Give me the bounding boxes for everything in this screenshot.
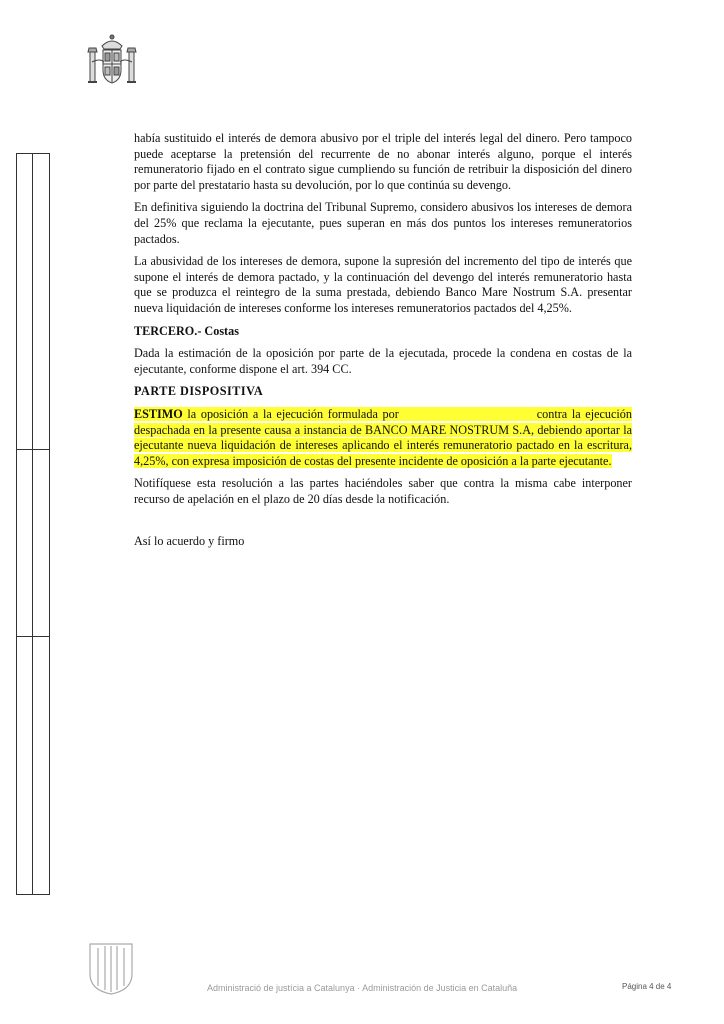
margin-stamp-box	[16, 153, 50, 895]
ruling-text: contra la ejecución despachada en la presente causa a instancia de BANCO MARE NOSTRUM S.A, debiendo aportar la ejecutante nueva liquidación de intereses aplicando el interés remuneratorio pactado en la escritura, 4,25%, con expresa imposición de costas del presente incidente de oposición a la parte ejecutante.	[134, 406, 632, 468]
section-heading: TERCERO.- Costas	[134, 323, 239, 338]
margin-divider	[17, 636, 49, 637]
ruling-text: la oposición a la ejecución formulada por	[182, 406, 399, 421]
closing-line: Así lo acuerdo y firmo	[134, 534, 245, 549]
paragraph: Notifíquese esta resolución a las partes haciéndoles saber que contra la misma cabe interponer recurso de apelación en el plazo de 20 días desde la notificación.	[134, 476, 632, 506]
footer-text: Administració de justícia a Catalunya · Administración de Justicia en Cataluña	[207, 983, 518, 993]
page-number: Página 4 de 4	[622, 982, 672, 991]
margin-divider	[17, 449, 49, 450]
coat-of-arms-logo	[84, 32, 140, 90]
highlighted-ruling	[134, 407, 632, 469]
generalitat-seal-logo	[86, 940, 136, 996]
paragraph: En definitiva siguiendo la doctrina del Tribunal Supremo, considero abusivos los intereses de demora del 25% que reclama la ejecutante, pues superan en más dos puntos los intereses remuneratorios pactados.	[134, 200, 632, 246]
document-body	[134, 131, 632, 557]
margin-divider	[32, 154, 33, 894]
paragraph: Dada la estimación de la oposición por parte de la ejecutada, procede la condena en costas de la ejecutante, conforme dispone el art. 394 CC.	[134, 346, 632, 376]
paragraph: había sustituido el interés de demora abusivo por el triple del interés legal del dinero. Pero tampoco puede aceptarse la pretensión del recurrente de no abonar interés alguno, porque el interés remuneratorio fijado en el contrato sigue cumpliendo su función de retribuir la disposición del dinero por parte del prestatario hasta su devolución, por lo que continúa su devengo.	[134, 131, 632, 192]
estimo-keyword: ESTIMO	[134, 406, 183, 421]
paragraph: La abusividad de los intereses de demora, supone la supresión del incremento del tipo de interés que supone el interés de demora pactado, y la continuación del devengo del interés remuneratorio hasta que se produzca el reintegro de la suma prestada, debiendo Banco Mare Nostrum S.A. presentar nueva liquidación de intereses conforme los intereses remuneratorios pactados del 4,25%.	[134, 254, 632, 315]
section-title: PARTE DISPOSITIVA	[134, 384, 264, 399]
